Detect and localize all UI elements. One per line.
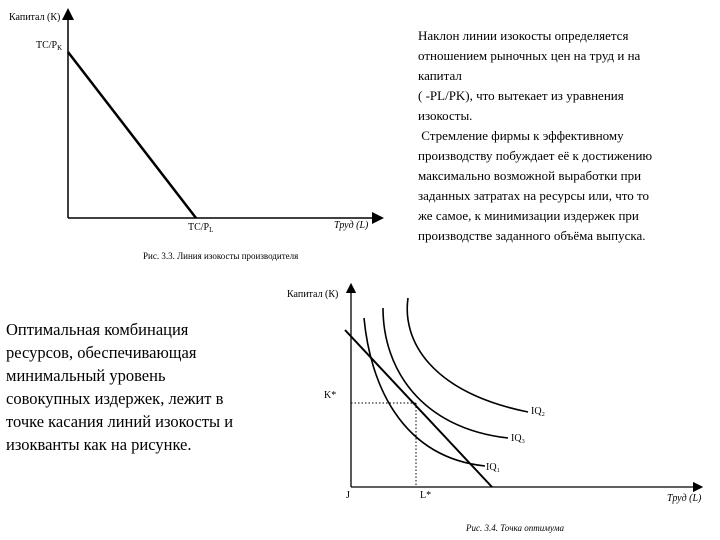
fig1-isocost-line: [68, 52, 196, 218]
text-line: ( -PL/PK), что вытекает из уравнения: [418, 88, 624, 103]
text-line: максимально возможной выработки при: [418, 168, 642, 183]
fig1-y-axis-label: Капитал (К): [9, 12, 61, 23]
left-explanation-paragraph: [6, 318, 306, 456]
fig2-label-iq2: IQ₂: [531, 406, 546, 417]
text-line: же самое, к минимизации издержек при: [418, 208, 639, 223]
figure2-optimum: [287, 288, 702, 533]
text-line: изокванты как на рисунке.: [6, 435, 192, 454]
fig2-isoquant-iq2: [407, 298, 528, 412]
fig1-y-intercept-label: $TC/P_K$: [36, 40, 63, 52]
text-line: ресурсов, обеспечивающая: [6, 343, 197, 362]
fig2-label-iq1: IQ₁: [486, 462, 501, 473]
text-line: Оптимальная комбинация: [6, 320, 189, 339]
text-line: производстве заданного объёма выпуска.: [418, 228, 646, 243]
text-line: минимальный уровень: [6, 366, 166, 385]
text-line: Наклон линии изокосты определяется: [418, 28, 629, 43]
text-line: изокосты.: [418, 108, 473, 123]
text-line: капитал: [418, 68, 462, 83]
text-line: точке касания линий изокосты и: [6, 412, 234, 431]
fig2-label-iq3: IQ₃: [511, 433, 526, 444]
fig1-caption: Рис. 3.3. Линия изокосты производителя: [143, 251, 299, 261]
text-line: заданных затратах на ресурсы или, что то: [418, 188, 650, 203]
fig2-isoquant-iq3: [383, 308, 508, 438]
fig2-l-star-label: L*: [420, 490, 432, 501]
fig1-x-axis-label: Труд (L): [334, 220, 369, 231]
fig2-k-star-label: K*: [324, 390, 337, 401]
fig1-x-intercept-label: $TC/P_L$: [188, 222, 214, 234]
text-line: отношением рыночных цен на труд и на: [418, 48, 641, 63]
text-line: производству побуждает её к достижению: [418, 148, 653, 163]
figure1-isocost: [9, 12, 378, 261]
right-explanation-paragraph: [418, 26, 718, 246]
text-line: Стремление фирмы к эффективному: [418, 128, 624, 143]
text-line: совокупных издержек, лежит в: [6, 389, 224, 408]
fig2-y-axis-label: Капитал (К): [287, 289, 339, 300]
fig2-caption: Рис. 3.4. Точка оптимума: [466, 523, 564, 533]
fig2-origin-label: J: [346, 490, 350, 501]
fig2-x-axis-label: Труд (L): [667, 493, 702, 504]
